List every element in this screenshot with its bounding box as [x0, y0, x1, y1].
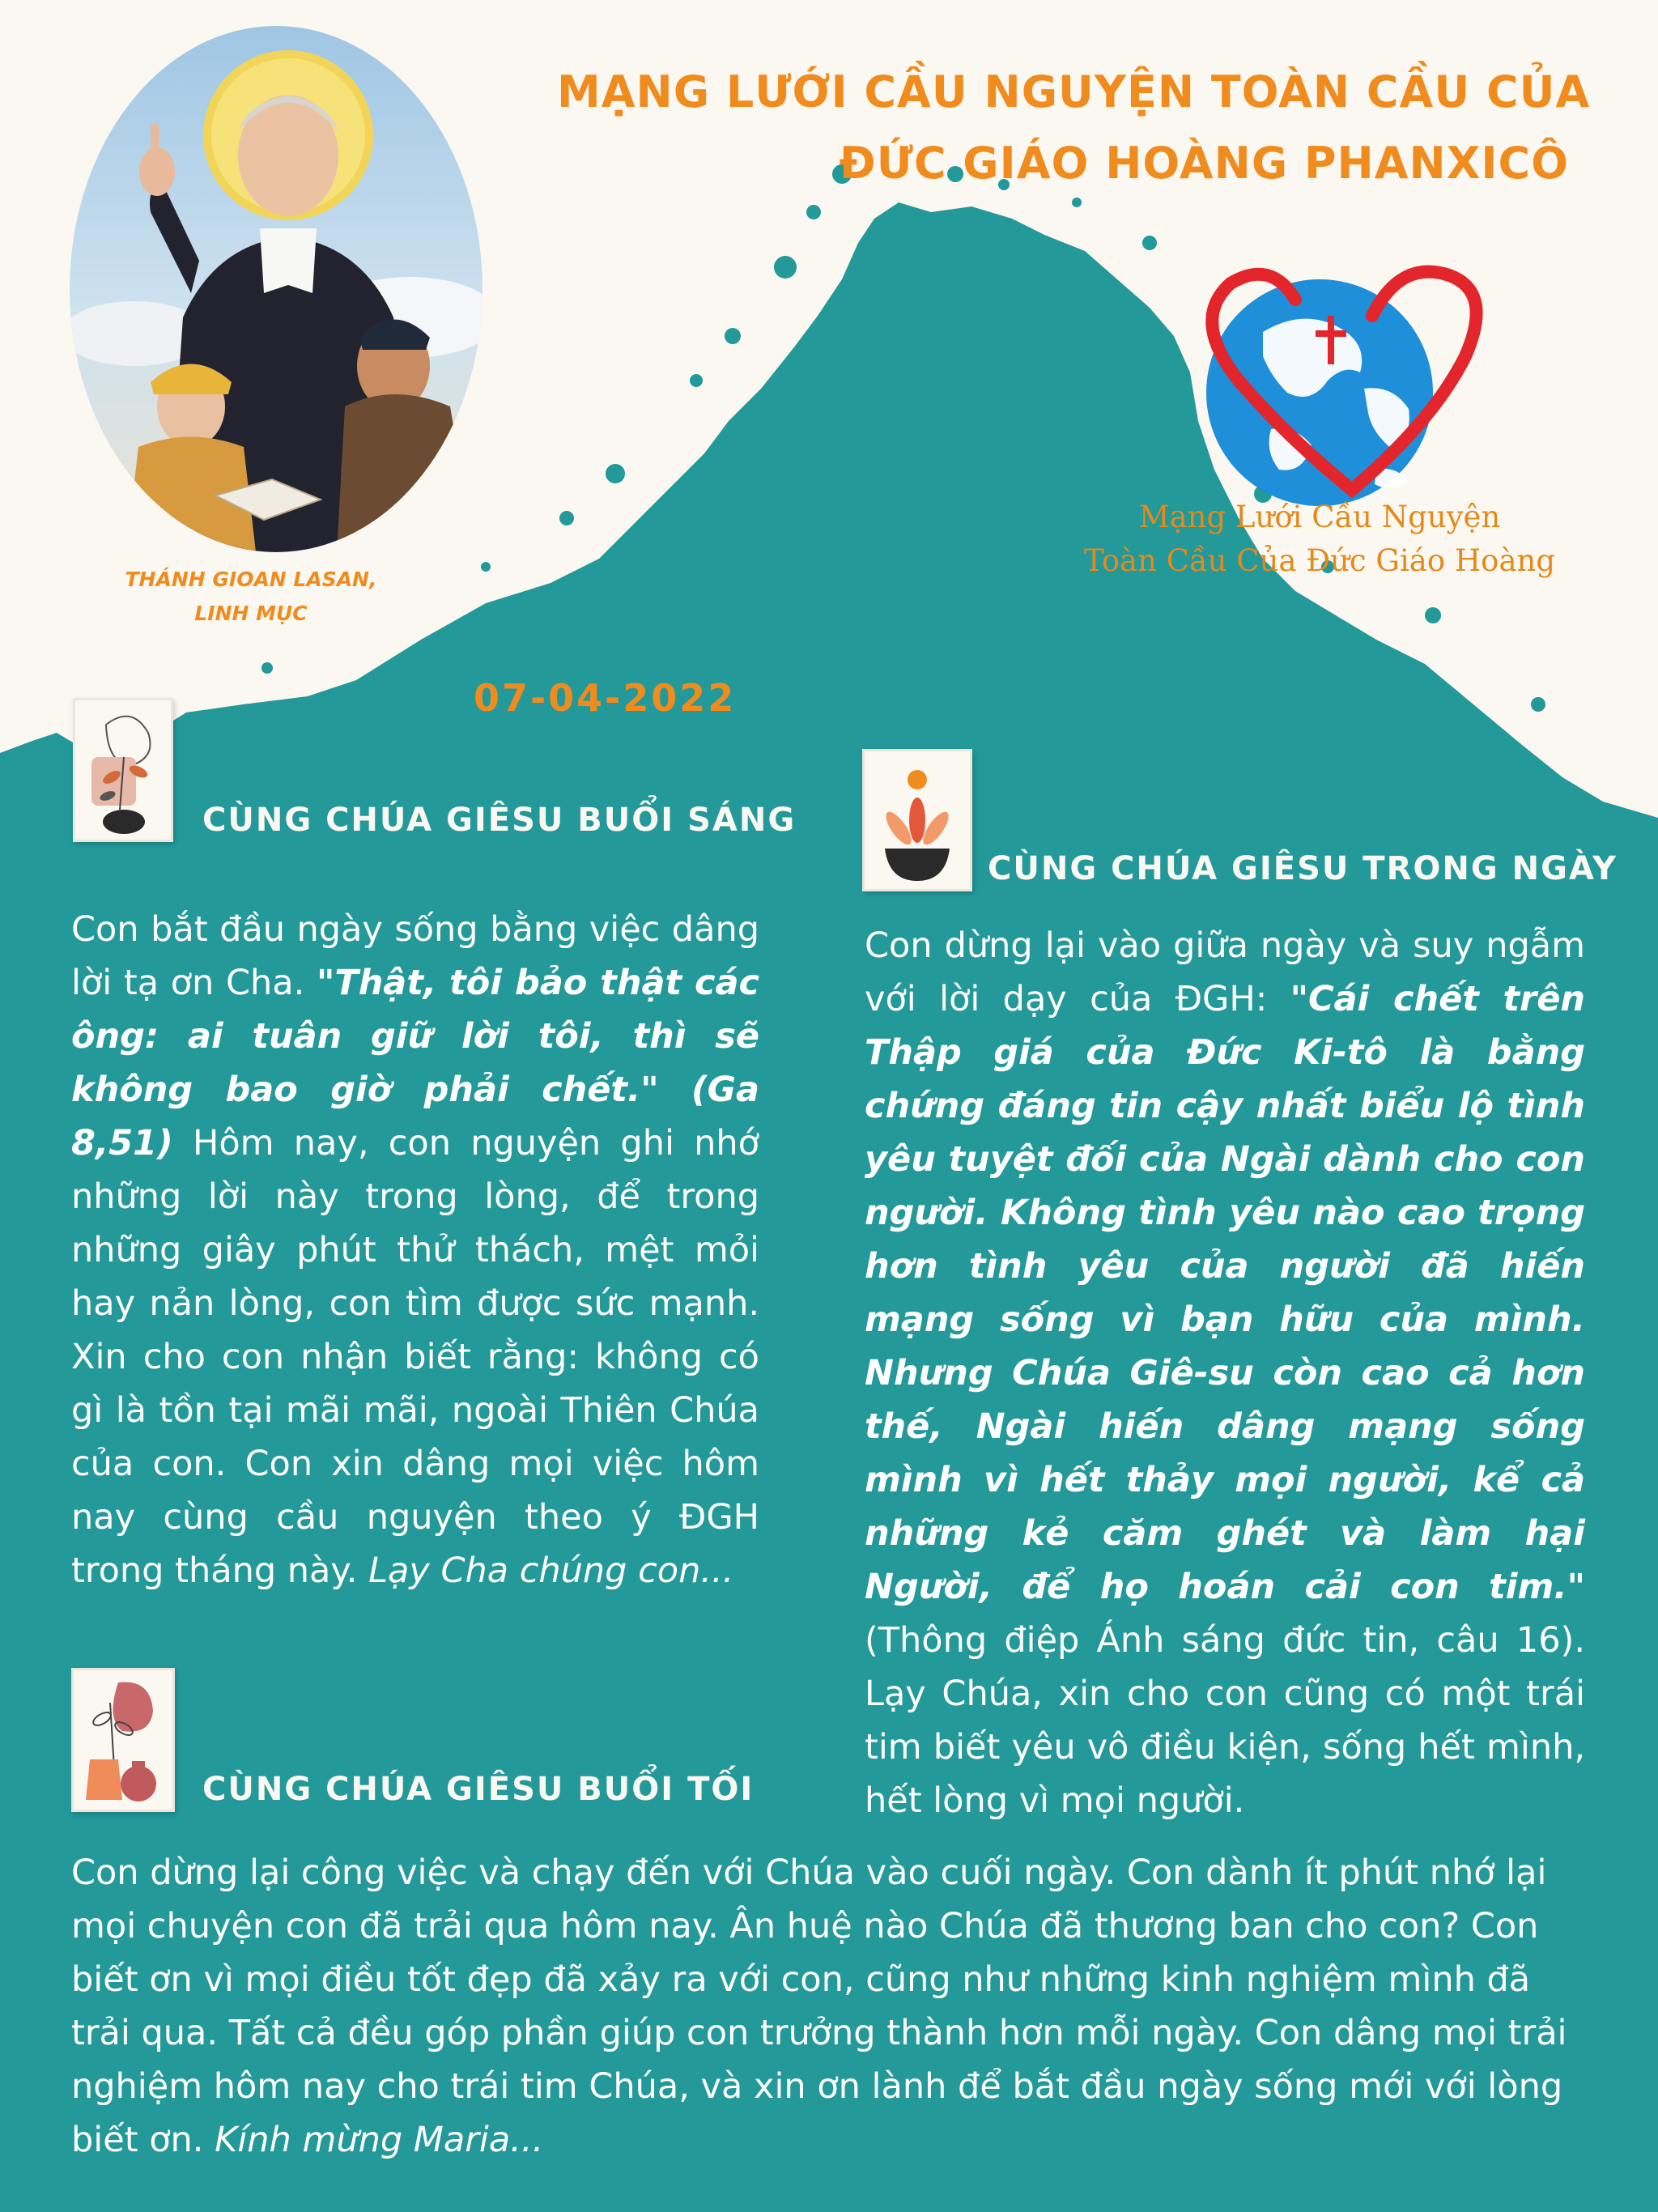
logo-caption-line-2: Toàn Cầu Của Đức Giáo Hoàng: [1083, 543, 1556, 578]
evening-text: [71, 1846, 1593, 2167]
midday-body: (Thông điệp Ánh sáng đức tin, câu 16). Lạy Chúa, xin cho con cũng có một trái tim biết yêu vô điều kiện, sống hết mình, hết lòng vì mọi người.: [865, 1620, 1585, 1821]
evening-body: Con dừng lại công việc và chạy đến với Chúa vào cuối ngày. Con dành ít phút nhớ lại mọi chuyện con đã trải qua hôm nay. Ân huệ nào Chúa đã thương ban cho con? Con biết ơn vì mọi điều tốt đẹp đã xảy ra với con, cũng như những kinh nghiệm mình đã trải qua. Tất cả đều góp phần giúp con trưởng thành hơn mỗi ngày. Con dâng mọi trải nghiệm hôm nay cho trái tim Chúa, và xin ơn lành để bắt đầu ngày sống mới với lòng biết ơn.: [71, 1853, 1567, 2160]
midday-text: [865, 919, 1585, 1827]
midday-intro: Con dừng lại vào giữa ngày và suy ngẫm với lời dạy của ĐGH:: [865, 925, 1585, 1019]
morning-section-title: CÙNG CHÚA GIÊSU BUỔI SÁNG: [202, 802, 797, 839]
saint-illustration-icon: [70, 26, 483, 552]
saint-caption: [105, 563, 397, 631]
morning-text: [71, 903, 759, 1597]
morning-intro: Con bắt đầu ngày sống bằng việc dâng lời tạ ơn Cha.: [71, 909, 759, 1003]
logo-caption-line-1: Mạng Lưới Cầu Nguyện: [1138, 500, 1501, 534]
morning-verse: "Thật, tôi bảo thật các ông: ai tuân giữ lời tôi, thì sẽ không bao giờ phải chết." (Ga 8,51): [71, 963, 759, 1163]
evening-vase-icon: [71, 1668, 175, 1812]
title-line-2: ĐỨC GIÁO HOÀNG PHANXICÔ: [839, 138, 1569, 189]
date-label: 07-04-2022: [474, 676, 737, 720]
title-line-1: MẠNG LƯỚI CẦU NGUYỆN TOÀN CẦU CỦA: [557, 66, 1591, 117]
midday-section-title: CÙNG CHÚA GIÊSU TRONG NGÀY: [988, 850, 1618, 887]
evening-section-title: CÙNG CHÚA GIÊSU BUỔI TỐI: [202, 1771, 755, 1808]
morning-body: Hôm nay, con nguyện ghi nhớ những lời này trong lòng, để trong những giây phút thử thách, mệt mỏi hay nản lòng, con tìm được sức mạnh. Xin cho con nhận biết rằng: không có gì là tồn tại mãi mãi, ngoài Thiên Chúa của con. Con xin dâng mọi việc hôm nay cùng cầu nguyện theo ý ĐGH trong tháng này.: [71, 1123, 759, 1591]
midday-plant-icon: [862, 749, 972, 891]
saint-caption-line-2: LINH MỤC: [194, 602, 308, 625]
saint-caption-line-1: THÁNH GIOAN LASAN,: [125, 568, 377, 591]
morning-closing: Lạy Cha chúng con...: [368, 1551, 734, 1591]
saint-portrait: [70, 26, 483, 552]
page-title: [557, 57, 1591, 199]
prayer-network-logo-icon: [1174, 243, 1498, 510]
morning-plant-icon: [73, 698, 173, 842]
midday-quote: "Cái chết trên Thập giá của Đức Ki-tô là bằng chứng đáng tin cậy nhất biểu lộ tình yêu tuyệt đối của Ngài dành cho con người. Không tình yêu nào cao trọng hơn tình yêu của người đã hiến mạng sống vì bạn hữu của mình. Nhưng Chúa Giê-su còn cao cả hơn thế, Ngài hiến dâng mạng sống mình vì hết thảy mọi người, kể cả những kẻ căm ghét và làm hại Người, để họ hoán cải con tim.": [865, 979, 1586, 1607]
logo-caption: [1044, 496, 1595, 583]
evening-closing: Kính mừng Maria...: [215, 2120, 544, 2160]
